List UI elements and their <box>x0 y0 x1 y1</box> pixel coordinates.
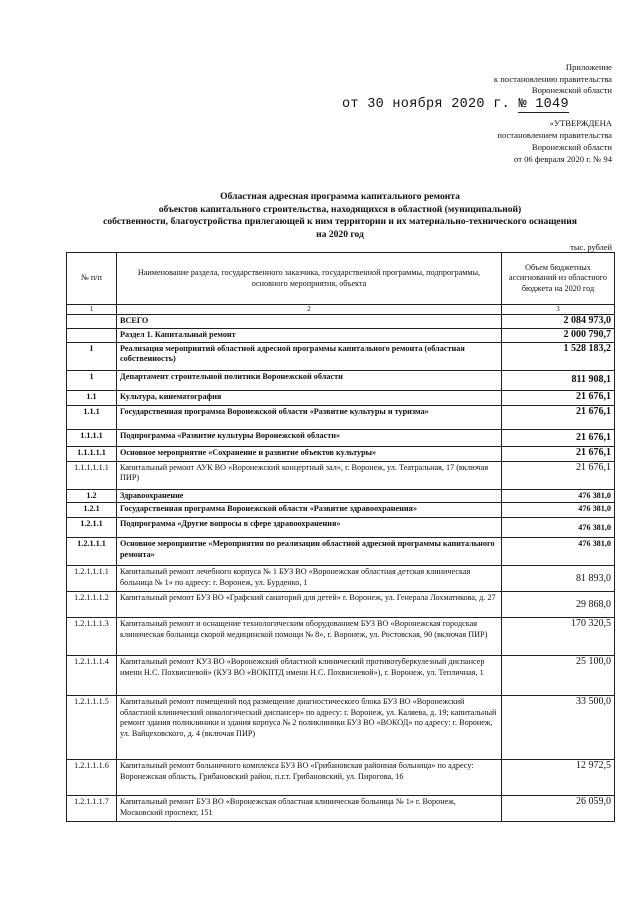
row-amount: 12 972,5 <box>502 760 615 796</box>
row-code: 1.1.1.1 <box>67 430 117 447</box>
column-number: 3 <box>502 305 615 315</box>
header-num: № п/п <box>67 253 117 305</box>
row-amount: 476 381,0 <box>502 538 615 566</box>
row-code: I <box>67 343 117 371</box>
row-code: 1.2.1.1.1.6 <box>67 760 117 796</box>
row-code: 1.1.1.1.1 <box>67 447 117 462</box>
column-number: 2 <box>117 305 502 315</box>
column-number: 1 <box>67 305 117 315</box>
approved-line: Воронежской области <box>531 142 612 152</box>
appendix-note <box>494 62 612 97</box>
row-name: Капитальный ремонт лечебного корпуса № 1 БУЗ ВО «Воронежская областная детская клиническая больница № 1» по адресу: г. Воронеж, ул. Бурденко, 1 <box>117 566 502 592</box>
appendix-line: Приложение <box>565 62 612 72</box>
row-amount: 1 528 183,2 <box>502 343 615 371</box>
row-amount: 21 676,1 <box>502 447 615 462</box>
table-row <box>67 391 615 406</box>
row-amount: 33 500,0 <box>502 696 615 760</box>
table-row <box>67 566 615 592</box>
row-amount: 21 676,1 <box>502 391 615 406</box>
approved-line: от 06 февраля 2020 г. № 94 <box>514 154 612 164</box>
row-amount: 2 084 973,0 <box>502 315 615 329</box>
appendix-line: Воронежской области <box>531 85 612 95</box>
row-name: Капитальный ремонт АУК ВО «Воронежский концертный зал», г. Воронеж, ул. Театральная, 17 (включая ПИР) <box>117 462 502 490</box>
units-label: тыс. рублей <box>570 243 612 252</box>
row-name: ВСЕГО <box>117 315 502 329</box>
row-amount: 81 893,0 <box>502 566 615 592</box>
row-name: Государственная программа Воронежской области «Развитие культуры и туризма» <box>117 406 502 430</box>
table-row <box>67 371 615 391</box>
table-row <box>67 618 615 656</box>
row-name: Основное мероприятие «Сохранение и развитие объектов культуры» <box>117 447 502 462</box>
row-code: 1.2.1.1.1.5 <box>67 696 117 760</box>
table-row <box>67 430 615 447</box>
row-amount: 21 676,1 <box>502 406 615 430</box>
table-row <box>67 538 615 566</box>
row-code: 1.2.1.1.1.4 <box>67 656 117 696</box>
document-title <box>60 191 620 241</box>
row-code: 1.1.1 <box>67 406 117 430</box>
row-code: 1.1 <box>67 391 117 406</box>
row-name: Капитальный ремонт КУЗ ВО «Воронежский областной клинический противотуберкулезный диспансер имени Н.С. Похвисневой» (КУЗ ВО «ВОКПТД имени Н.С. Похвисневой»), г. Воронеж, ул. Тепличная, 1 <box>117 656 502 696</box>
row-amount: 2 000 790,7 <box>502 329 615 343</box>
row-name: Основное мероприятие «Мероприятия по реализации областной адресной программы капитального ремонта» <box>117 538 502 566</box>
row-amount: 26 059,0 <box>502 796 615 822</box>
table-row <box>67 329 615 343</box>
table-row <box>67 503 615 518</box>
row-amount: 811 908,1 <box>502 371 615 391</box>
decree-reference <box>342 97 602 113</box>
row-name: Капитальный ремонт больничного комплекса БУЗ ВО «Грибановская районная больница» по адресу: Воронежская область, Грибановский район, п.г.т. Грибановский, ул. Пирогова, 16 <box>117 760 502 796</box>
row-amount: 25 100,0 <box>502 656 615 696</box>
table-row <box>67 462 615 490</box>
row-code: 1.2 <box>67 490 117 503</box>
program-table <box>66 252 615 822</box>
approved-line: постановлением правительства <box>497 130 612 140</box>
appendix-line: к постановлению правительства <box>493 73 612 84</box>
table-row <box>67 406 615 430</box>
row-name: Капитальный ремонт помещений под размещение диагностического блока БУЗ ВО «Воронежский областной клинический онкологический диспансер» по адресу: г. Воронеж, ул. Каляева, д. 19; капитальный ремонт здания поликлиники и здания корпуса № 2 поликлиники БУЗ ВО «ВОКОД» по адресу: г. Воронеж, ул. Вайцеховского, д. 4 (включая ПИР) <box>117 696 502 760</box>
row-code: 1.1.1.1.1.1 <box>67 462 117 490</box>
header-amount: Объем бюджетных ассигнований из областного бюджета на 2020 год <box>502 253 615 305</box>
title-line: на 2020 год <box>316 228 364 240</box>
row-name: Капитальный ремонт и оснащение технологическим оборудованием БУЗ ВО «Воронежская городская клиническая больница скорой медицинской помощи № 8», г. Воронеж, ул. Ростовская, 90 (включая ПИР) <box>117 618 502 656</box>
row-name: Департамент строительной политики Воронежской области <box>117 371 502 391</box>
row-code: 1.2.1.1.1.3 <box>67 618 117 656</box>
table-row <box>67 760 615 796</box>
table-row <box>67 315 615 329</box>
table-row <box>67 447 615 462</box>
row-name: Здравоохранение <box>117 490 502 503</box>
table-row <box>67 656 615 696</box>
decree-date: от 30 ноября 2020 г. <box>342 97 511 112</box>
row-amount: 29 868,0 <box>502 592 615 618</box>
table-row <box>67 696 615 760</box>
row-code: 1.2.1.1 <box>67 518 117 538</box>
row-amount: 170 320,5 <box>502 618 615 656</box>
row-code: 1.2.1.1.1.7 <box>67 796 117 822</box>
row-name: Подпрограмма «Другие вопросы в сфере здравоохранения» <box>117 518 502 538</box>
table-row <box>67 796 615 822</box>
row-amount: 476 381,0 <box>502 490 615 503</box>
approval-stamp-text <box>497 117 612 165</box>
table-row <box>67 518 615 538</box>
row-name: Капитальный ремонт БУЗ ВО «Графский санаторий для детей» г. Воронеж, ул. Генерала Лохматикова, д. 27 <box>117 592 502 618</box>
row-amount: 21 676,1 <box>502 430 615 447</box>
row-amount: 476 381,0 <box>502 503 615 518</box>
row-code: 1 <box>67 371 117 391</box>
row-amount: 476 381,0 <box>502 518 615 538</box>
table-row <box>67 490 615 503</box>
row-name: Государственная программа Воронежской области «Развитие здравоохранения» <box>117 503 502 518</box>
approved-line: «УТВЕРЖДЕНА <box>549 118 612 128</box>
decree-number: № 1049 <box>518 97 569 112</box>
table-row <box>67 592 615 618</box>
row-name: Подпрограмма «Развитие культуры Воронежской области» <box>117 430 502 447</box>
header-name: Наименование раздела, государственного заказчика, государственной программы, подпрограммы, основного мероприятия, объекта <box>117 253 502 305</box>
row-name: Раздел 1. Капитальный ремонт <box>117 329 502 343</box>
row-amount: 21 676,1 <box>502 462 615 490</box>
row-code: 1.2.1.1.1.2 <box>67 592 117 618</box>
row-code <box>67 329 117 343</box>
title-line: объектов капитального строительства, находящихся в областной (муниципальной) <box>158 203 522 215</box>
row-name: Капитальный ремонт БУЗ ВО «Воронежская областная клиническая больница № 1» г. Воронеж, Московский проспект, 151 <box>117 796 502 822</box>
title-line: собственности, благоустройства прилегающей к ним территории и их материально-технического оснащения <box>103 216 577 228</box>
row-code: 1.2.1 <box>67 503 117 518</box>
row-name: Культура, кинематография <box>117 391 502 406</box>
row-code <box>67 315 117 329</box>
row-name: Реализация мероприятий областной адресной программы капитального ремонта (областная собственность) <box>117 343 502 371</box>
table-row <box>67 343 615 371</box>
row-code: 1.2.1.1.1.1 <box>67 566 117 592</box>
title-line: Областная адресная программа капитального ремонта <box>220 191 460 202</box>
row-code: 1.2.1.1.1 <box>67 538 117 566</box>
